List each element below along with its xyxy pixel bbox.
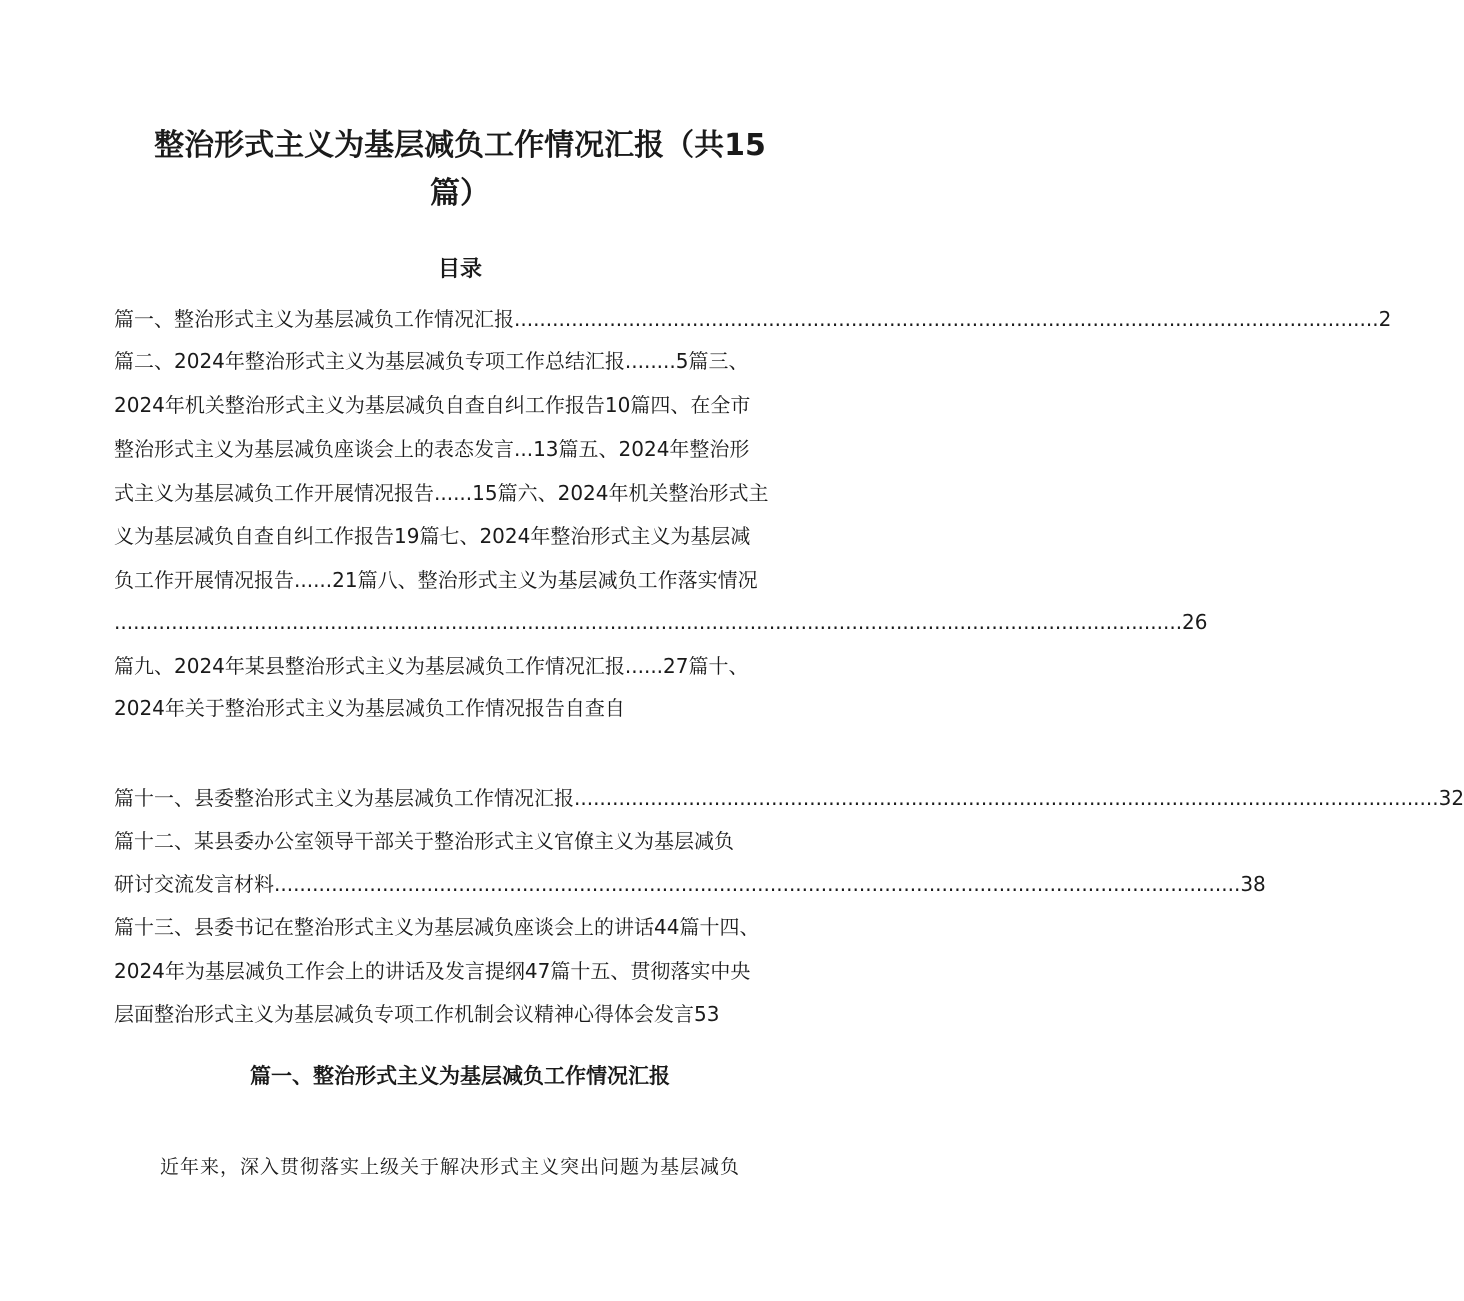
dot-leader: ........................................................................................................................................................................ [114,610,1183,634]
toc-entry[interactable] [114,783,1464,813]
toc-entry-page: 2 [1378,307,1392,331]
toc-entry[interactable] [114,869,1266,899]
toc-line[interactable]: 负工作开展情况报告......21篇八、整治形式主义为基层减负工作落实情况 [114,568,758,592]
toc-entry[interactable] [114,607,1208,637]
toc-entry-text: 研讨交流发言材料 [114,872,274,896]
toc-line[interactable]: 义为基层减负自查自纠工作报告19篇七、2024年整治形式主义为基层减 [114,524,751,548]
toc-entry[interactable] [114,304,1392,334]
toc-entry-text: 篇一、整治形式主义为基层减负工作情况汇报 [114,307,514,331]
body-paragraph: 近年来，深入贯彻落实上级关于解决形式主义突出问题为基层减负 [160,1156,741,1178]
toc-line[interactable]: 式主义为基层减负工作开展情况报告......15篇六、2024年机关整治形式主 [114,481,769,505]
document-title [100,122,820,218]
toc-line[interactable]: 2024年关于整治形式主义为基层减负工作情况报告自查自 [114,696,625,720]
toc-line[interactable]: 2024年机关整治形式主义为基层减负自查自纠工作报告10篇四、在全市 [114,393,751,417]
toc-entry-page: 26 [1182,610,1208,634]
toc-line[interactable]: 整治形式主义为基层减负座谈会上的表态发言...13篇五、2024年整治形 [114,437,750,461]
toc-line[interactable]: 篇九、2024年某县整治形式主义为基层减负工作情况汇报......27篇十、 [114,654,749,678]
toc-line[interactable]: 篇二、2024年整治形式主义为基层减负专项工作总结汇报........5篇三、 [114,349,749,373]
dot-leader: ........................................................................................................................................ [514,307,1379,331]
toc-entry-text: 篇十一、县委整治形式主义为基层减负工作情况汇报 [114,786,574,810]
section-title: 篇一、整治形式主义为基层减负工作情况汇报 [250,1064,670,1088]
toc-line[interactable]: 篇十三、县委书记在整治形式主义为基层减负座谈会上的讲话44篇十四、 [114,915,760,939]
toc-heading: 目录 [437,257,482,282]
title-line-2: 篇） [430,176,490,211]
dot-leader: ........................................................................................................................................................ [274,872,1241,896]
toc-line[interactable]: 2024年为基层减负工作会上的讲话及发言提纲47篇十五、贯彻落实中央 [114,959,751,983]
toc-line[interactable]: 层面整治形式主义为基层减负专项工作机制会议精神心得体会发言53 [114,1002,720,1026]
title-line-1: 整治形式主义为基层减负工作情况汇报（共15 [154,128,766,163]
toc-entry-page: 32 [1438,786,1464,810]
toc-entry-page: 38 [1240,872,1266,896]
dot-leader: ........................................................................................................................................ [574,786,1439,810]
toc-line[interactable]: 篇十二、某县委办公室领导干部关于整治形式主义官僚主义为基层减负 [114,829,734,853]
